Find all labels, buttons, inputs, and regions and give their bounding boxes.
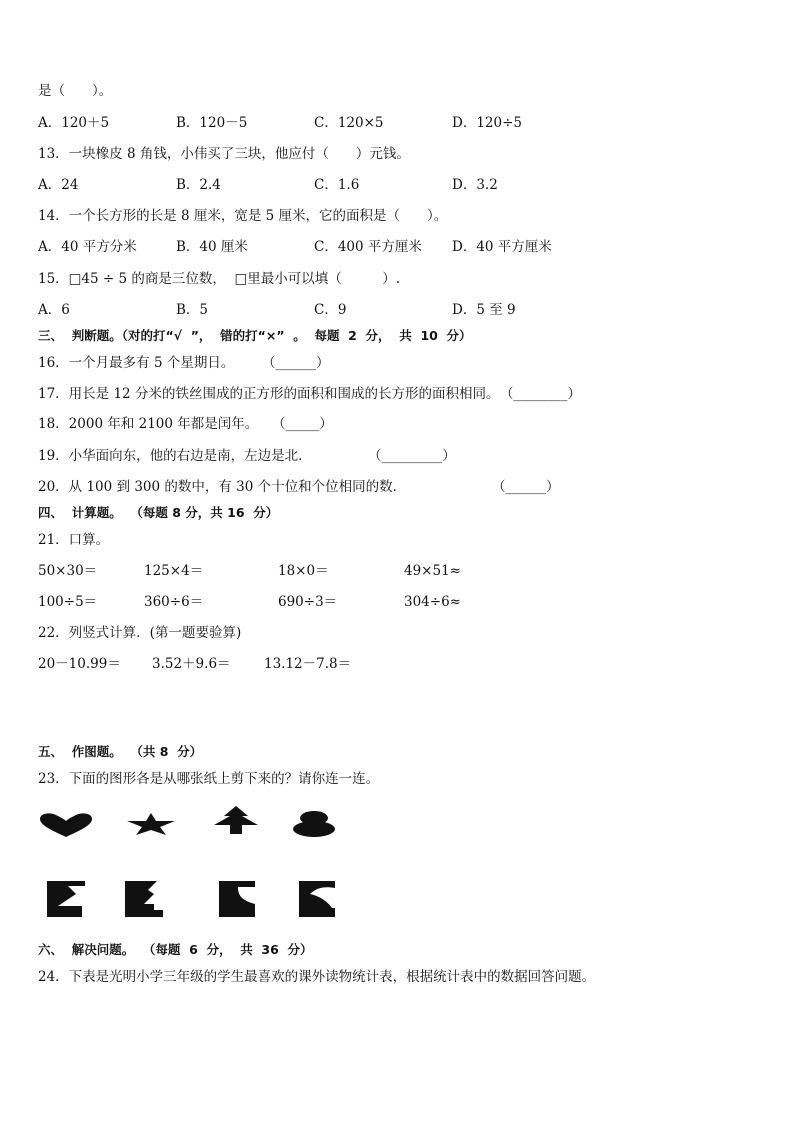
heart-shape [38, 812, 94, 838]
q20-stem: 20．从 100 到 300 的数中，有 30 个十位和个位相同的数． [38, 479, 407, 495]
q13-option-c: C．1.6 [314, 177, 360, 193]
q12-option-d: D．120÷5 [452, 115, 522, 131]
q21-stem: 21．口算。 [38, 532, 110, 548]
q12-option-c: C．120×5 [314, 115, 384, 131]
q20-answer-blank[interactable]: （______） [492, 479, 560, 495]
q12-option-b: B．120－5 [176, 115, 248, 131]
snowman-shape [292, 810, 338, 838]
q12-stem-tail: 是（ ）。 [38, 83, 113, 99]
q13-option-d: D．3.2 [452, 177, 498, 193]
q18-stem: 18．2000 年和 2100 年都是闰年。 [38, 416, 259, 432]
q12-option-a: A．120＋5 [38, 115, 110, 131]
section6-title: 六、 解决问题。 （每题 6 分， 共 36 分） [38, 942, 313, 957]
q19-answer-blank[interactable]: （_________） [368, 448, 456, 464]
q22-item: 3.52＋9.6＝ [152, 656, 231, 672]
paper-piece-a [46, 880, 86, 918]
q17-answer-blank[interactable]: （________） [500, 386, 581, 402]
q21-item: 690÷3＝ [278, 594, 338, 610]
section3-title: 三、 判断题。（对的打“√ ”， 错的打“×” 。 每题 2 分， 共 10 分） [38, 328, 472, 343]
q21-item: 100÷5＝ [38, 594, 98, 610]
star-shape [126, 812, 176, 836]
section4-title: 四、 计算题。 （每题 8 分，共 16 分） [38, 505, 279, 520]
q16-stem: 16．一个月最多有 5 个星期日。 [38, 355, 235, 371]
q15-option-d: D．5 至 9 [452, 302, 516, 318]
q13-option-a: A．24 [38, 177, 79, 193]
q21-item: 18×0＝ [278, 563, 329, 579]
q14-option-c: C．400 平方厘米 [314, 239, 422, 255]
q18-answer-blank[interactable]: （_____） [272, 416, 333, 432]
q22-item: 20－10.99＝ [38, 656, 121, 672]
q21-item: 49×51≈ [404, 563, 461, 579]
arrow-tree-shape [208, 805, 264, 835]
q22-item: 13.12－7.8＝ [264, 656, 352, 672]
q14-option-d: D．40 平方厘米 [452, 239, 552, 255]
q17-stem: 17．用长是 12 分米的铁丝围成的正方形的面积和围成的长方形的面积相同。 [38, 386, 500, 402]
q24-stem: 24．下表是光明小学三年级的学生最喜欢的课外读物统计表，根据统计表中的数据回答问题。 [38, 969, 596, 985]
paper-piece-c [218, 880, 256, 918]
q14-option-b: B．40 厘米 [176, 239, 248, 255]
q16-answer-blank[interactable]: （______） [262, 355, 330, 371]
q21-item: 50×30＝ [38, 563, 98, 579]
q19-stem: 19．小华面向东，他的右边是南，左边是北． [38, 448, 312, 464]
q15-option-b: B．5 [176, 302, 209, 318]
paper-piece-b [124, 880, 164, 918]
section5-title: 五、 作图题。 （共 8 分） [38, 744, 203, 759]
q13-option-b: B．2.4 [176, 177, 221, 193]
q23-stem: 23．下面的图形各是从哪张纸上剪下来的？请你连一连。 [38, 771, 380, 787]
q15-option-a: A．6 [38, 302, 70, 318]
q21-item: 304÷6≈ [404, 594, 461, 610]
q21-item: 360÷6＝ [144, 594, 204, 610]
q14-stem: 14．一个长方形的长是 8 厘米，宽是 5 厘米，它的面积是（ ）。 [38, 208, 448, 224]
q15-option-c: C．9 [314, 302, 347, 318]
paper-piece-d [298, 880, 336, 918]
q21-item: 125×4＝ [144, 563, 204, 579]
q14-option-a: A．40 平方分米 [38, 239, 137, 255]
q15-stem: 15．□45 ÷ 5 的商是三位数， □里最小可以填（ ）. [38, 271, 401, 287]
q13-stem: 13．一块橡皮 8 角钱，小伟买了三块，他应付（ ）元钱。 [38, 146, 410, 162]
q22-stem: 22．列竖式计算．(第一题要验算) [38, 625, 242, 641]
